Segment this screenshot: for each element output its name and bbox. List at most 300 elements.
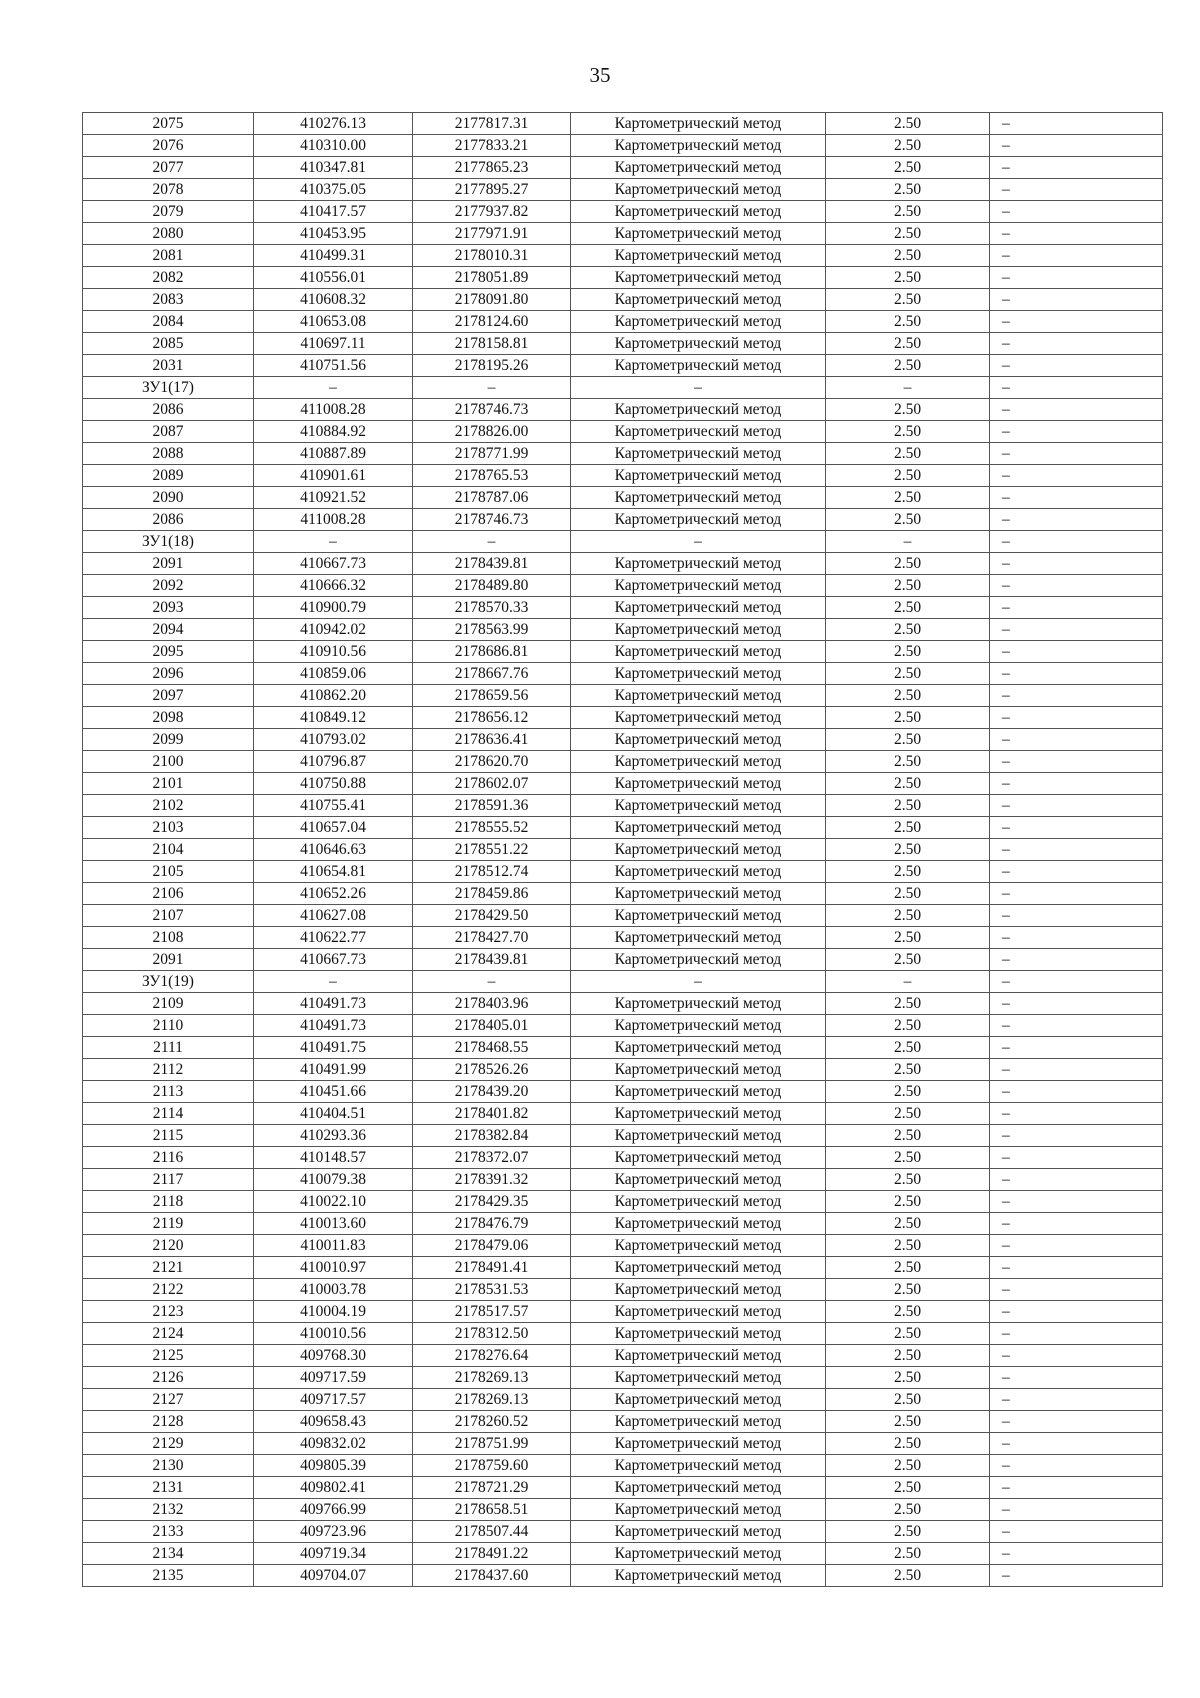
- note-cell: –: [990, 971, 1163, 993]
- x-coordinate-cell: 410884.92: [254, 421, 413, 443]
- accuracy-cell: 2.50: [826, 201, 990, 223]
- note-cell: –: [990, 1477, 1163, 1499]
- y-coordinate-cell: 2178401.82: [413, 1103, 571, 1125]
- note-cell: –: [990, 399, 1163, 421]
- note-cell: –: [990, 509, 1163, 531]
- method-cell: Картометрический метод: [571, 619, 826, 641]
- point-number-cell: 2103: [83, 817, 254, 839]
- x-coordinate-cell: 409832.02: [254, 1433, 413, 1455]
- method-cell: Картометрический метод: [571, 553, 826, 575]
- note-cell: –: [990, 751, 1163, 773]
- y-coordinate-cell: 2178765.53: [413, 465, 571, 487]
- table-row: [83, 1257, 1163, 1279]
- method-cell: Картометрический метод: [571, 1477, 826, 1499]
- accuracy-cell: 2.50: [826, 509, 990, 531]
- y-coordinate-cell: 2178429.35: [413, 1191, 571, 1213]
- y-coordinate-cell: 2177833.21: [413, 135, 571, 157]
- method-cell: Картометрический метод: [571, 1257, 826, 1279]
- point-number-cell: 2089: [83, 465, 254, 487]
- table-row: [83, 179, 1163, 201]
- method-cell: Картометрический метод: [571, 1433, 826, 1455]
- accuracy-cell: 2.50: [826, 113, 990, 135]
- point-number-cell: 2119: [83, 1213, 254, 1235]
- accuracy-cell: 2.50: [826, 619, 990, 641]
- y-coordinate-cell: 2178195.26: [413, 355, 571, 377]
- table-row: [83, 1565, 1163, 1587]
- accuracy-cell: 2.50: [826, 1257, 990, 1279]
- y-coordinate-cell: 2178746.73: [413, 399, 571, 421]
- accuracy-cell: 2.50: [826, 311, 990, 333]
- x-coordinate-cell: 411008.28: [254, 399, 413, 421]
- note-cell: –: [990, 707, 1163, 729]
- point-number-cell: 2107: [83, 905, 254, 927]
- note-cell: –: [990, 1037, 1163, 1059]
- note-cell: –: [990, 377, 1163, 399]
- method-cell: Картометрический метод: [571, 729, 826, 751]
- table-row: [83, 839, 1163, 861]
- y-coordinate-cell: 2178491.41: [413, 1257, 571, 1279]
- note-cell: –: [990, 949, 1163, 971]
- point-number-cell: 2076: [83, 135, 254, 157]
- point-number-cell: 2091: [83, 949, 254, 971]
- y-coordinate-cell: 2178439.81: [413, 553, 571, 575]
- y-coordinate-cell: –: [413, 531, 571, 553]
- x-coordinate-cell: 411008.28: [254, 509, 413, 531]
- accuracy-cell: 2.50: [826, 641, 990, 663]
- note-cell: –: [990, 223, 1163, 245]
- note-cell: –: [990, 553, 1163, 575]
- table-row: [83, 1147, 1163, 1169]
- table-row: [83, 861, 1163, 883]
- table-row: [83, 641, 1163, 663]
- accuracy-cell: 2.50: [826, 1521, 990, 1543]
- note-cell: –: [990, 993, 1163, 1015]
- x-coordinate-cell: 410079.38: [254, 1169, 413, 1191]
- accuracy-cell: 2.50: [826, 883, 990, 905]
- point-number-cell: 2116: [83, 1147, 254, 1169]
- method-cell: Картометрический метод: [571, 1015, 826, 1037]
- point-number-cell: 2123: [83, 1301, 254, 1323]
- y-coordinate-cell: 2178512.74: [413, 861, 571, 883]
- point-number-cell: 2079: [83, 201, 254, 223]
- note-cell: –: [990, 465, 1163, 487]
- method-cell: Картометрический метод: [571, 1411, 826, 1433]
- note-cell: –: [990, 685, 1163, 707]
- method-cell: Картометрический метод: [571, 883, 826, 905]
- note-cell: –: [990, 135, 1163, 157]
- x-coordinate-cell: 410921.52: [254, 487, 413, 509]
- accuracy-cell: 2.50: [826, 289, 990, 311]
- note-cell: –: [990, 905, 1163, 927]
- point-number-cell: 2110: [83, 1015, 254, 1037]
- point-number-cell: 2075: [83, 113, 254, 135]
- method-cell: Картометрический метод: [571, 1301, 826, 1323]
- point-number-cell: 2120: [83, 1235, 254, 1257]
- point-number-cell: ЗУ1(17): [83, 377, 254, 399]
- x-coordinate-cell: 409717.57: [254, 1389, 413, 1411]
- note-cell: –: [990, 1301, 1163, 1323]
- method-cell: Картометрический метод: [571, 1169, 826, 1191]
- coordinates-table: [82, 112, 1163, 1587]
- table-row: [83, 267, 1163, 289]
- y-coordinate-cell: 2178459.86: [413, 883, 571, 905]
- note-cell: –: [990, 1125, 1163, 1147]
- accuracy-cell: 2.50: [826, 685, 990, 707]
- method-cell: –: [571, 531, 826, 553]
- table-row: [83, 927, 1163, 949]
- x-coordinate-cell: 410755.41: [254, 795, 413, 817]
- table-row: [83, 619, 1163, 641]
- method-cell: Картометрический метод: [571, 949, 826, 971]
- method-cell: Картометрический метод: [571, 817, 826, 839]
- point-number-cell: 2118: [83, 1191, 254, 1213]
- y-coordinate-cell: 2178787.06: [413, 487, 571, 509]
- accuracy-cell: 2.50: [826, 333, 990, 355]
- accuracy-cell: 2.50: [826, 1433, 990, 1455]
- point-number-cell: 2031: [83, 355, 254, 377]
- x-coordinate-cell: 410793.02: [254, 729, 413, 751]
- table-row: [83, 289, 1163, 311]
- accuracy-cell: 2.50: [826, 1323, 990, 1345]
- y-coordinate-cell: 2178403.96: [413, 993, 571, 1015]
- x-coordinate-cell: 410849.12: [254, 707, 413, 729]
- y-coordinate-cell: 2178439.81: [413, 949, 571, 971]
- point-number-cell: 2130: [83, 1455, 254, 1477]
- method-cell: Картометрический метод: [571, 707, 826, 729]
- method-cell: Картометрический метод: [571, 333, 826, 355]
- coordinates-table-body: [83, 113, 1163, 1587]
- method-cell: Картометрический метод: [571, 1059, 826, 1081]
- note-cell: –: [990, 861, 1163, 883]
- accuracy-cell: 2.50: [826, 465, 990, 487]
- table-row: [83, 1301, 1163, 1323]
- x-coordinate-cell: 410491.73: [254, 993, 413, 1015]
- accuracy-cell: –: [826, 377, 990, 399]
- note-cell: –: [990, 1455, 1163, 1477]
- y-coordinate-cell: 2178656.12: [413, 707, 571, 729]
- method-cell: Картометрический метод: [571, 1367, 826, 1389]
- x-coordinate-cell: 410293.36: [254, 1125, 413, 1147]
- note-cell: –: [990, 267, 1163, 289]
- method-cell: Картометрический метод: [571, 641, 826, 663]
- y-coordinate-cell: 2178091.80: [413, 289, 571, 311]
- x-coordinate-cell: 410499.31: [254, 245, 413, 267]
- accuracy-cell: 2.50: [826, 1125, 990, 1147]
- point-number-cell: 2081: [83, 245, 254, 267]
- table-row: [83, 1037, 1163, 1059]
- table-row: [83, 377, 1163, 399]
- x-coordinate-cell: 410148.57: [254, 1147, 413, 1169]
- method-cell: Картометрический метод: [571, 179, 826, 201]
- table-row: [83, 905, 1163, 927]
- x-coordinate-cell: 410652.26: [254, 883, 413, 905]
- note-cell: –: [990, 1279, 1163, 1301]
- accuracy-cell: 2.50: [826, 1411, 990, 1433]
- table-row: [83, 113, 1163, 135]
- y-coordinate-cell: 2178507.44: [413, 1521, 571, 1543]
- accuracy-cell: 2.50: [826, 245, 990, 267]
- note-cell: –: [990, 817, 1163, 839]
- y-coordinate-cell: 2177817.31: [413, 113, 571, 135]
- method-cell: Картометрический метод: [571, 509, 826, 531]
- y-coordinate-cell: 2177865.23: [413, 157, 571, 179]
- method-cell: –: [571, 971, 826, 993]
- y-coordinate-cell: 2178667.76: [413, 663, 571, 685]
- table-row: [83, 1367, 1163, 1389]
- table-row: [83, 1059, 1163, 1081]
- y-coordinate-cell: 2178570.33: [413, 597, 571, 619]
- method-cell: Картометрический метод: [571, 157, 826, 179]
- y-coordinate-cell: 2178686.81: [413, 641, 571, 663]
- note-cell: –: [990, 1147, 1163, 1169]
- y-coordinate-cell: 2178372.07: [413, 1147, 571, 1169]
- note-cell: –: [990, 1389, 1163, 1411]
- note-cell: –: [990, 1191, 1163, 1213]
- table-row: [83, 707, 1163, 729]
- method-cell: Картометрический метод: [571, 355, 826, 377]
- table-row: [83, 1477, 1163, 1499]
- note-cell: –: [990, 1499, 1163, 1521]
- method-cell: Картометрический метод: [571, 1499, 826, 1521]
- y-coordinate-cell: 2178636.41: [413, 729, 571, 751]
- y-coordinate-cell: 2178260.52: [413, 1411, 571, 1433]
- x-coordinate-cell: –: [254, 531, 413, 553]
- y-coordinate-cell: 2178382.84: [413, 1125, 571, 1147]
- point-number-cell: 2122: [83, 1279, 254, 1301]
- x-coordinate-cell: 409768.30: [254, 1345, 413, 1367]
- table-row: [83, 1169, 1163, 1191]
- y-coordinate-cell: 2178659.56: [413, 685, 571, 707]
- point-number-cell: 2113: [83, 1081, 254, 1103]
- point-number-cell: 2125: [83, 1345, 254, 1367]
- x-coordinate-cell: 410862.20: [254, 685, 413, 707]
- accuracy-cell: 2.50: [826, 927, 990, 949]
- x-coordinate-cell: 410901.61: [254, 465, 413, 487]
- y-coordinate-cell: 2178620.70: [413, 751, 571, 773]
- point-number-cell: 2092: [83, 575, 254, 597]
- point-number-cell: ЗУ1(19): [83, 971, 254, 993]
- note-cell: –: [990, 729, 1163, 751]
- x-coordinate-cell: 410910.56: [254, 641, 413, 663]
- method-cell: Картометрический метод: [571, 927, 826, 949]
- method-cell: Картометрический метод: [571, 663, 826, 685]
- accuracy-cell: 2.50: [826, 949, 990, 971]
- accuracy-cell: 2.50: [826, 751, 990, 773]
- note-cell: –: [990, 201, 1163, 223]
- point-number-cell: 2112: [83, 1059, 254, 1081]
- note-cell: –: [990, 421, 1163, 443]
- method-cell: Картометрический метод: [571, 1081, 826, 1103]
- y-coordinate-cell: 2178468.55: [413, 1037, 571, 1059]
- point-number-cell: 2133: [83, 1521, 254, 1543]
- x-coordinate-cell: 410627.08: [254, 905, 413, 927]
- method-cell: Картометрический метод: [571, 839, 826, 861]
- x-coordinate-cell: 410347.81: [254, 157, 413, 179]
- table-row: [83, 1235, 1163, 1257]
- method-cell: Картометрический метод: [571, 993, 826, 1015]
- table-row: [83, 597, 1163, 619]
- accuracy-cell: 2.50: [826, 267, 990, 289]
- table-row: [83, 1345, 1163, 1367]
- point-number-cell: 2083: [83, 289, 254, 311]
- x-coordinate-cell: 410310.00: [254, 135, 413, 157]
- note-cell: –: [990, 487, 1163, 509]
- point-number-cell: 2086: [83, 399, 254, 421]
- y-coordinate-cell: 2178771.99: [413, 443, 571, 465]
- note-cell: –: [990, 1059, 1163, 1081]
- y-coordinate-cell: 2178479.06: [413, 1235, 571, 1257]
- note-cell: –: [990, 773, 1163, 795]
- x-coordinate-cell: 410796.87: [254, 751, 413, 773]
- point-number-cell: 2128: [83, 1411, 254, 1433]
- note-cell: –: [990, 1081, 1163, 1103]
- point-number-cell: 2091: [83, 553, 254, 575]
- x-coordinate-cell: 410646.63: [254, 839, 413, 861]
- accuracy-cell: 2.50: [826, 1345, 990, 1367]
- table-row: [83, 1125, 1163, 1147]
- note-cell: –: [990, 839, 1163, 861]
- accuracy-cell: 2.50: [826, 553, 990, 575]
- table-row: [83, 509, 1163, 531]
- accuracy-cell: 2.50: [826, 861, 990, 883]
- table-row: [83, 1389, 1163, 1411]
- accuracy-cell: 2.50: [826, 443, 990, 465]
- y-coordinate-cell: 2178602.07: [413, 773, 571, 795]
- accuracy-cell: 2.50: [826, 839, 990, 861]
- table-row: [83, 949, 1163, 971]
- accuracy-cell: 2.50: [826, 1147, 990, 1169]
- accuracy-cell: 2.50: [826, 179, 990, 201]
- x-coordinate-cell: 410011.83: [254, 1235, 413, 1257]
- y-coordinate-cell: 2178437.60: [413, 1565, 571, 1587]
- method-cell: Картометрический метод: [571, 311, 826, 333]
- table-row: [83, 399, 1163, 421]
- point-number-cell: 2078: [83, 179, 254, 201]
- point-number-cell: 2094: [83, 619, 254, 641]
- method-cell: Картометрический метод: [571, 399, 826, 421]
- point-number-cell: 2084: [83, 311, 254, 333]
- method-cell: Картометрический метод: [571, 223, 826, 245]
- y-coordinate-cell: 2178759.60: [413, 1455, 571, 1477]
- method-cell: Картометрический метод: [571, 135, 826, 157]
- point-number-cell: 2082: [83, 267, 254, 289]
- method-cell: Картометрический метод: [571, 1191, 826, 1213]
- table-row: [83, 1191, 1163, 1213]
- x-coordinate-cell: 410451.66: [254, 1081, 413, 1103]
- note-cell: –: [990, 355, 1163, 377]
- accuracy-cell: 2.50: [826, 1103, 990, 1125]
- table-row: [83, 487, 1163, 509]
- accuracy-cell: 2.50: [826, 1389, 990, 1411]
- x-coordinate-cell: 410666.32: [254, 575, 413, 597]
- note-cell: –: [990, 1521, 1163, 1543]
- accuracy-cell: 2.50: [826, 421, 990, 443]
- accuracy-cell: –: [826, 531, 990, 553]
- note-cell: –: [990, 619, 1163, 641]
- point-number-cell: 2129: [83, 1433, 254, 1455]
- y-coordinate-cell: 2178158.81: [413, 333, 571, 355]
- x-coordinate-cell: 410608.32: [254, 289, 413, 311]
- point-number-cell: 2127: [83, 1389, 254, 1411]
- x-coordinate-cell: 410622.77: [254, 927, 413, 949]
- method-cell: Картометрический метод: [571, 861, 826, 883]
- table-row: [83, 773, 1163, 795]
- method-cell: Картометрический метод: [571, 685, 826, 707]
- point-number-cell: 2100: [83, 751, 254, 773]
- method-cell: Картометрический метод: [571, 1521, 826, 1543]
- point-number-cell: 2132: [83, 1499, 254, 1521]
- accuracy-cell: 2.50: [826, 1213, 990, 1235]
- accuracy-cell: 2.50: [826, 1455, 990, 1477]
- point-number-cell: 2105: [83, 861, 254, 883]
- y-coordinate-cell: 2178312.50: [413, 1323, 571, 1345]
- accuracy-cell: 2.50: [826, 795, 990, 817]
- note-cell: –: [990, 157, 1163, 179]
- point-number-cell: 2109: [83, 993, 254, 1015]
- x-coordinate-cell: 410404.51: [254, 1103, 413, 1125]
- table-row: [83, 201, 1163, 223]
- x-coordinate-cell: 410657.04: [254, 817, 413, 839]
- accuracy-cell: 2.50: [826, 135, 990, 157]
- note-cell: –: [990, 311, 1163, 333]
- point-number-cell: 2101: [83, 773, 254, 795]
- point-number-cell: 2098: [83, 707, 254, 729]
- method-cell: Картометрический метод: [571, 751, 826, 773]
- method-cell: –: [571, 377, 826, 399]
- table-row: [83, 971, 1163, 993]
- accuracy-cell: 2.50: [826, 1037, 990, 1059]
- note-cell: –: [990, 1367, 1163, 1389]
- method-cell: Картометрический метод: [571, 1147, 826, 1169]
- note-cell: –: [990, 245, 1163, 267]
- x-coordinate-cell: 409805.39: [254, 1455, 413, 1477]
- table-row: [83, 1103, 1163, 1125]
- accuracy-cell: 2.50: [826, 1543, 990, 1565]
- accuracy-cell: 2.50: [826, 223, 990, 245]
- accuracy-cell: 2.50: [826, 1059, 990, 1081]
- method-cell: Картометрический метод: [571, 1235, 826, 1257]
- note-cell: –: [990, 795, 1163, 817]
- method-cell: Картометрический метод: [571, 1543, 826, 1565]
- point-number-cell: 2126: [83, 1367, 254, 1389]
- x-coordinate-cell: 410276.13: [254, 113, 413, 135]
- method-cell: Картометрический метод: [571, 1345, 826, 1367]
- method-cell: Картометрический метод: [571, 1389, 826, 1411]
- y-coordinate-cell: 2178531.53: [413, 1279, 571, 1301]
- note-cell: –: [990, 1323, 1163, 1345]
- note-cell: –: [990, 113, 1163, 135]
- table-row: [83, 355, 1163, 377]
- y-coordinate-cell: 2178439.20: [413, 1081, 571, 1103]
- note-cell: –: [990, 927, 1163, 949]
- y-coordinate-cell: 2178489.80: [413, 575, 571, 597]
- method-cell: Картометрический метод: [571, 267, 826, 289]
- x-coordinate-cell: 410697.11: [254, 333, 413, 355]
- table-row: [83, 531, 1163, 553]
- table-row: [83, 1499, 1163, 1521]
- point-number-cell: 2086: [83, 509, 254, 531]
- table-row: [83, 883, 1163, 905]
- point-number-cell: 2099: [83, 729, 254, 751]
- table-row: [83, 135, 1163, 157]
- note-cell: –: [990, 575, 1163, 597]
- x-coordinate-cell: 410010.97: [254, 1257, 413, 1279]
- table-row: [83, 465, 1163, 487]
- note-cell: –: [990, 1015, 1163, 1037]
- table-row: [83, 1521, 1163, 1543]
- note-cell: –: [990, 663, 1163, 685]
- y-coordinate-cell: 2178010.31: [413, 245, 571, 267]
